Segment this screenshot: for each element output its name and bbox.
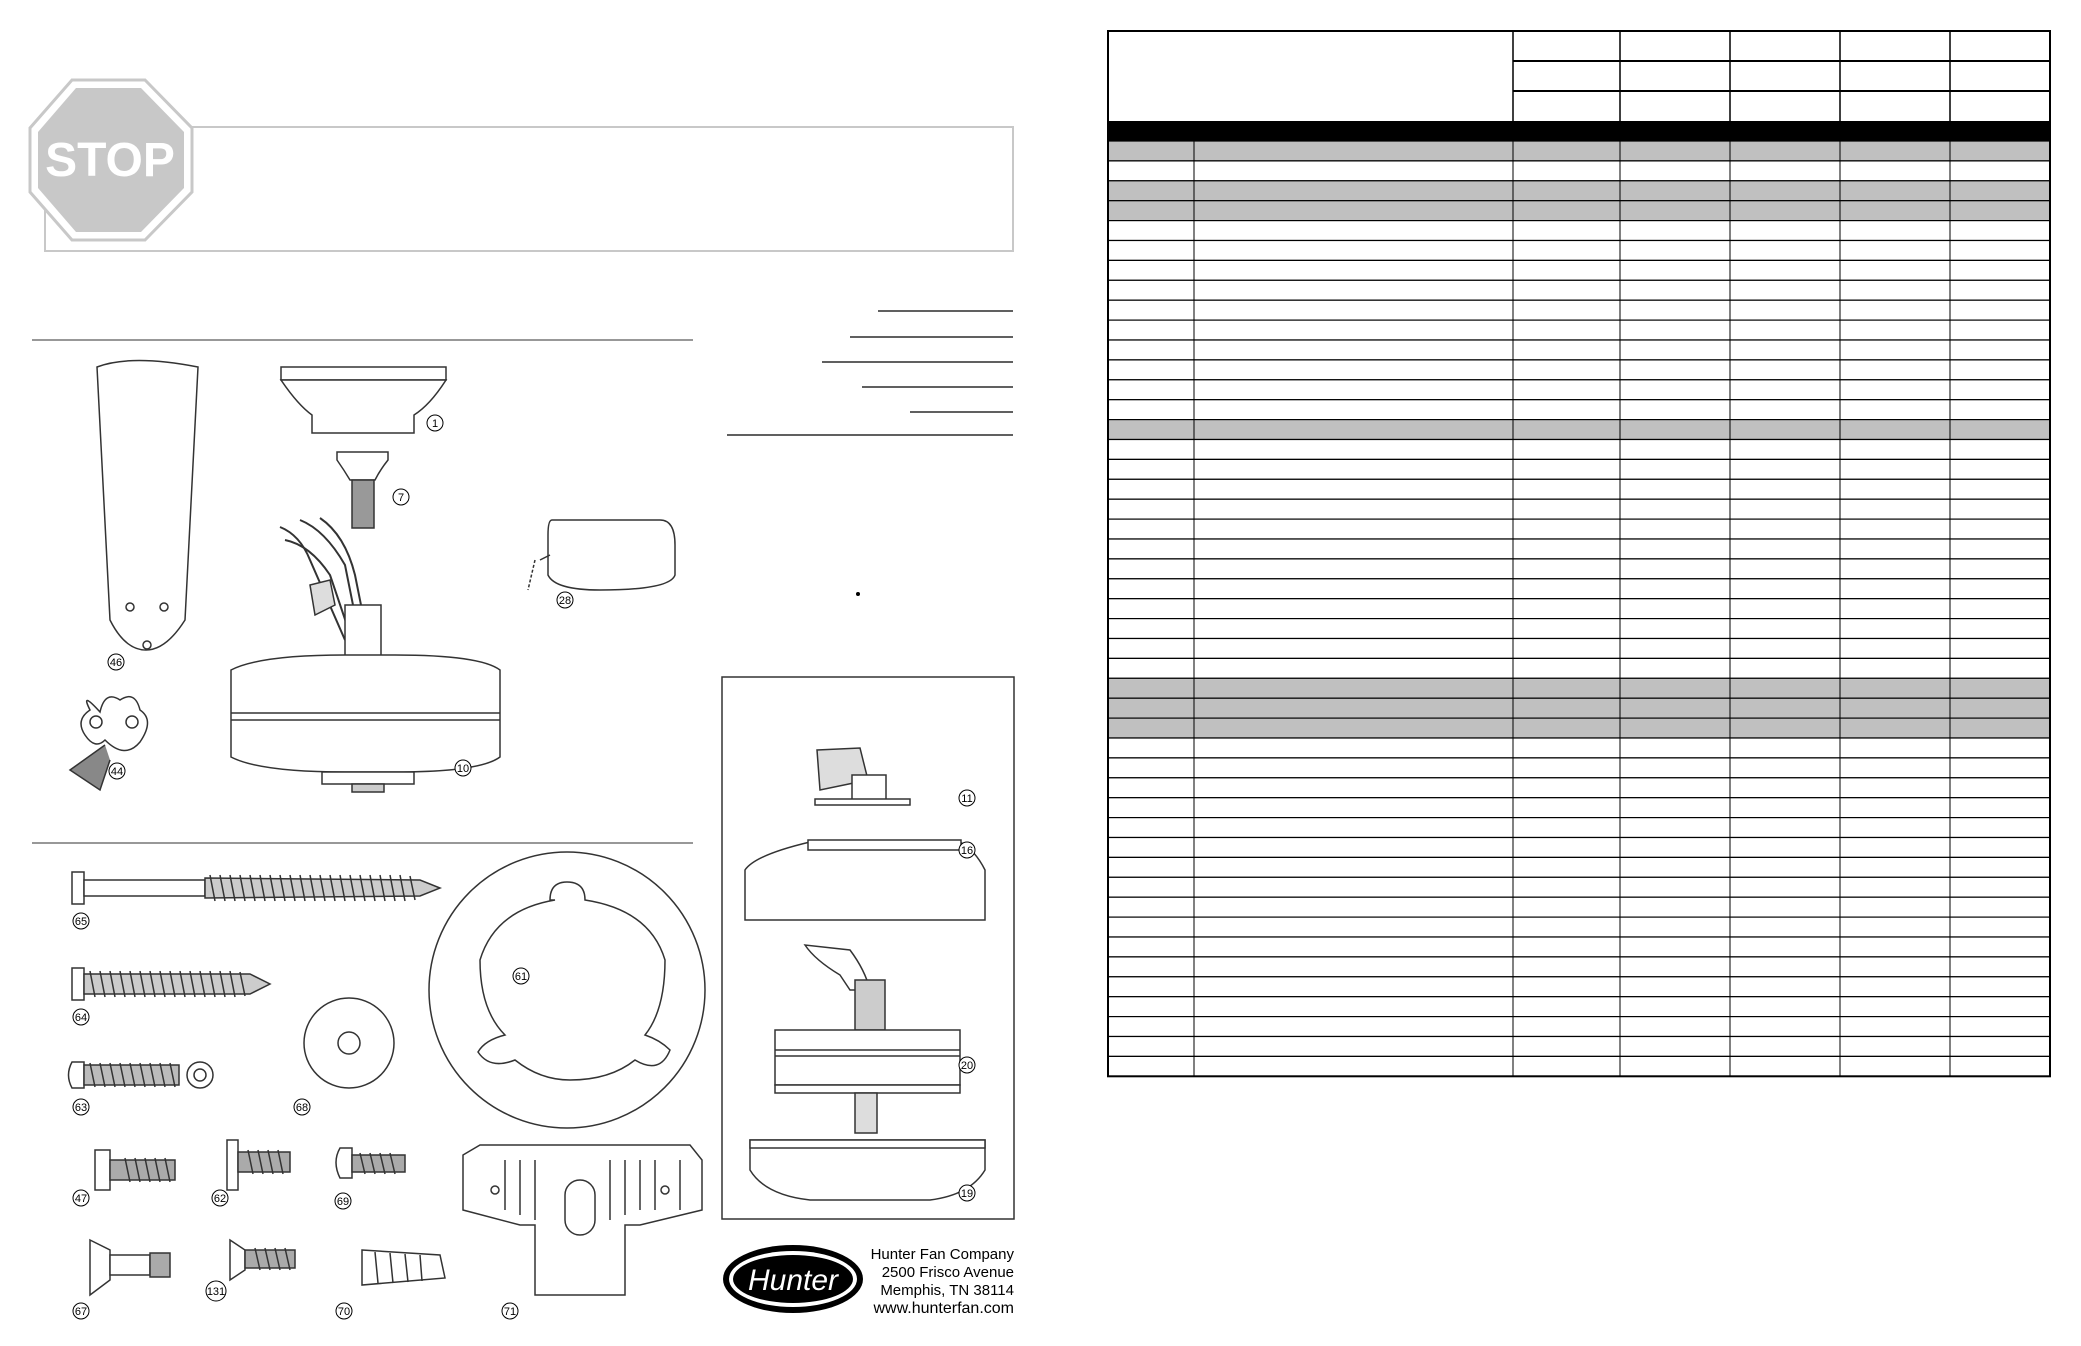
table-row — [1108, 778, 2050, 798]
table-row — [1108, 499, 2050, 519]
wood-screw-drawing — [72, 968, 270, 1000]
company-street: 2500 Frisco Avenue — [881, 1264, 1014, 1281]
table-row — [1108, 221, 2050, 241]
form-blank-lines — [727, 311, 1013, 435]
table-header — [1108, 31, 2050, 122]
part-label: 67 — [74, 1306, 88, 1318]
part-label: 11 — [961, 793, 973, 805]
switch-housing-drawing — [528, 520, 675, 590]
table-row — [1108, 280, 2050, 300]
inset-parts-drawing — [745, 748, 985, 1200]
table-row — [1108, 579, 2050, 599]
table-row — [1108, 877, 2050, 897]
table-row — [1108, 400, 2050, 420]
table-row — [1108, 201, 2050, 221]
table-row — [1108, 1056, 2050, 1076]
table-row — [1108, 380, 2050, 400]
table-row — [1108, 658, 2050, 678]
table-row — [1108, 459, 2050, 479]
part-label: 44 — [110, 766, 124, 778]
table-row — [1108, 420, 2050, 440]
stop-sign-icon — [30, 80, 192, 240]
table-row — [1108, 340, 2050, 360]
hunter-logo — [723, 1245, 863, 1313]
table-row — [1108, 320, 2050, 340]
table-row — [1108, 559, 2050, 579]
table-row — [1108, 758, 2050, 778]
table-row — [1108, 141, 2050, 161]
part-label: 61 — [514, 971, 528, 983]
blade-iron-drawing — [70, 697, 148, 790]
table-row — [1108, 857, 2050, 877]
company-name: Hunter Fan Company — [870, 1246, 1014, 1263]
company-city: Memphis, TN 38114 — [880, 1282, 1014, 1299]
table-row — [1108, 639, 2050, 659]
hanger-bracket-drawing — [463, 1145, 702, 1295]
mounting-ring-drawing — [429, 852, 705, 1128]
table-row — [1108, 738, 2050, 758]
table-row — [1108, 977, 2050, 997]
lag-screw-drawing — [72, 872, 440, 904]
table-row — [1108, 1017, 2050, 1037]
part-label: 28 — [558, 595, 572, 607]
table-row — [1108, 698, 2050, 718]
part-label: 10 — [456, 763, 470, 775]
table-row — [1108, 300, 2050, 320]
machine-screw-washer-drawing — [69, 1062, 214, 1088]
inset-box — [722, 677, 1014, 1219]
table-row — [1108, 260, 2050, 280]
part-label: 46 — [109, 657, 123, 669]
company-website: www.hunterfan.com — [873, 1300, 1014, 1317]
parts-table — [1100, 0, 2060, 1090]
part-label: 20 — [960, 1060, 974, 1072]
part-label: 131 — [206, 1286, 226, 1298]
table-row — [1108, 997, 2050, 1017]
parts-diagram — [0, 0, 1040, 1346]
table-row — [1108, 479, 2050, 499]
table-section-band — [1108, 122, 2050, 141]
motor-housing-drawing — [231, 518, 500, 792]
part-label: 19 — [960, 1188, 974, 1200]
table-row — [1108, 519, 2050, 539]
part-label: 63 — [74, 1102, 88, 1114]
table-row — [1108, 897, 2050, 917]
part-label: 62 — [213, 1193, 227, 1205]
small-screws-drawing — [90, 1140, 445, 1295]
table-row — [1108, 181, 2050, 201]
logo-wordmark: Hunter — [747, 1264, 839, 1297]
rubber-washer-drawing — [304, 998, 394, 1088]
table-row — [1108, 818, 2050, 838]
table-row — [1108, 161, 2050, 181]
part-label: 68 — [295, 1102, 309, 1114]
table-row — [1108, 1037, 2050, 1057]
part-label: 70 — [337, 1306, 351, 1318]
table-row — [1108, 440, 2050, 460]
part-label: 1 — [431, 418, 439, 430]
table-row — [1108, 241, 2050, 261]
part-label: 71 — [503, 1306, 517, 1318]
table-row — [1108, 917, 2050, 937]
part-label: 69 — [336, 1196, 350, 1208]
table-row — [1108, 798, 2050, 818]
part-label: 7 — [397, 492, 405, 504]
canopy-drawing — [281, 367, 446, 433]
hanger-ball-drawing — [337, 452, 388, 528]
table-row — [1108, 718, 2050, 738]
bullet-dot — [856, 592, 860, 596]
stop-label: STOP — [45, 134, 175, 187]
table-row — [1108, 539, 2050, 559]
part-label: 16 — [960, 845, 974, 857]
part-label: 64 — [74, 1012, 88, 1024]
company-address — [868, 1246, 1014, 1318]
table-row — [1108, 838, 2050, 858]
part-label: 47 — [74, 1193, 88, 1205]
table-row — [1108, 957, 2050, 977]
table-row — [1108, 619, 2050, 639]
table-row — [1108, 678, 2050, 698]
table-row — [1108, 360, 2050, 380]
table-row — [1108, 599, 2050, 619]
part-label: 65 — [74, 916, 88, 928]
table-row — [1108, 937, 2050, 957]
fan-blade-drawing — [97, 361, 198, 651]
